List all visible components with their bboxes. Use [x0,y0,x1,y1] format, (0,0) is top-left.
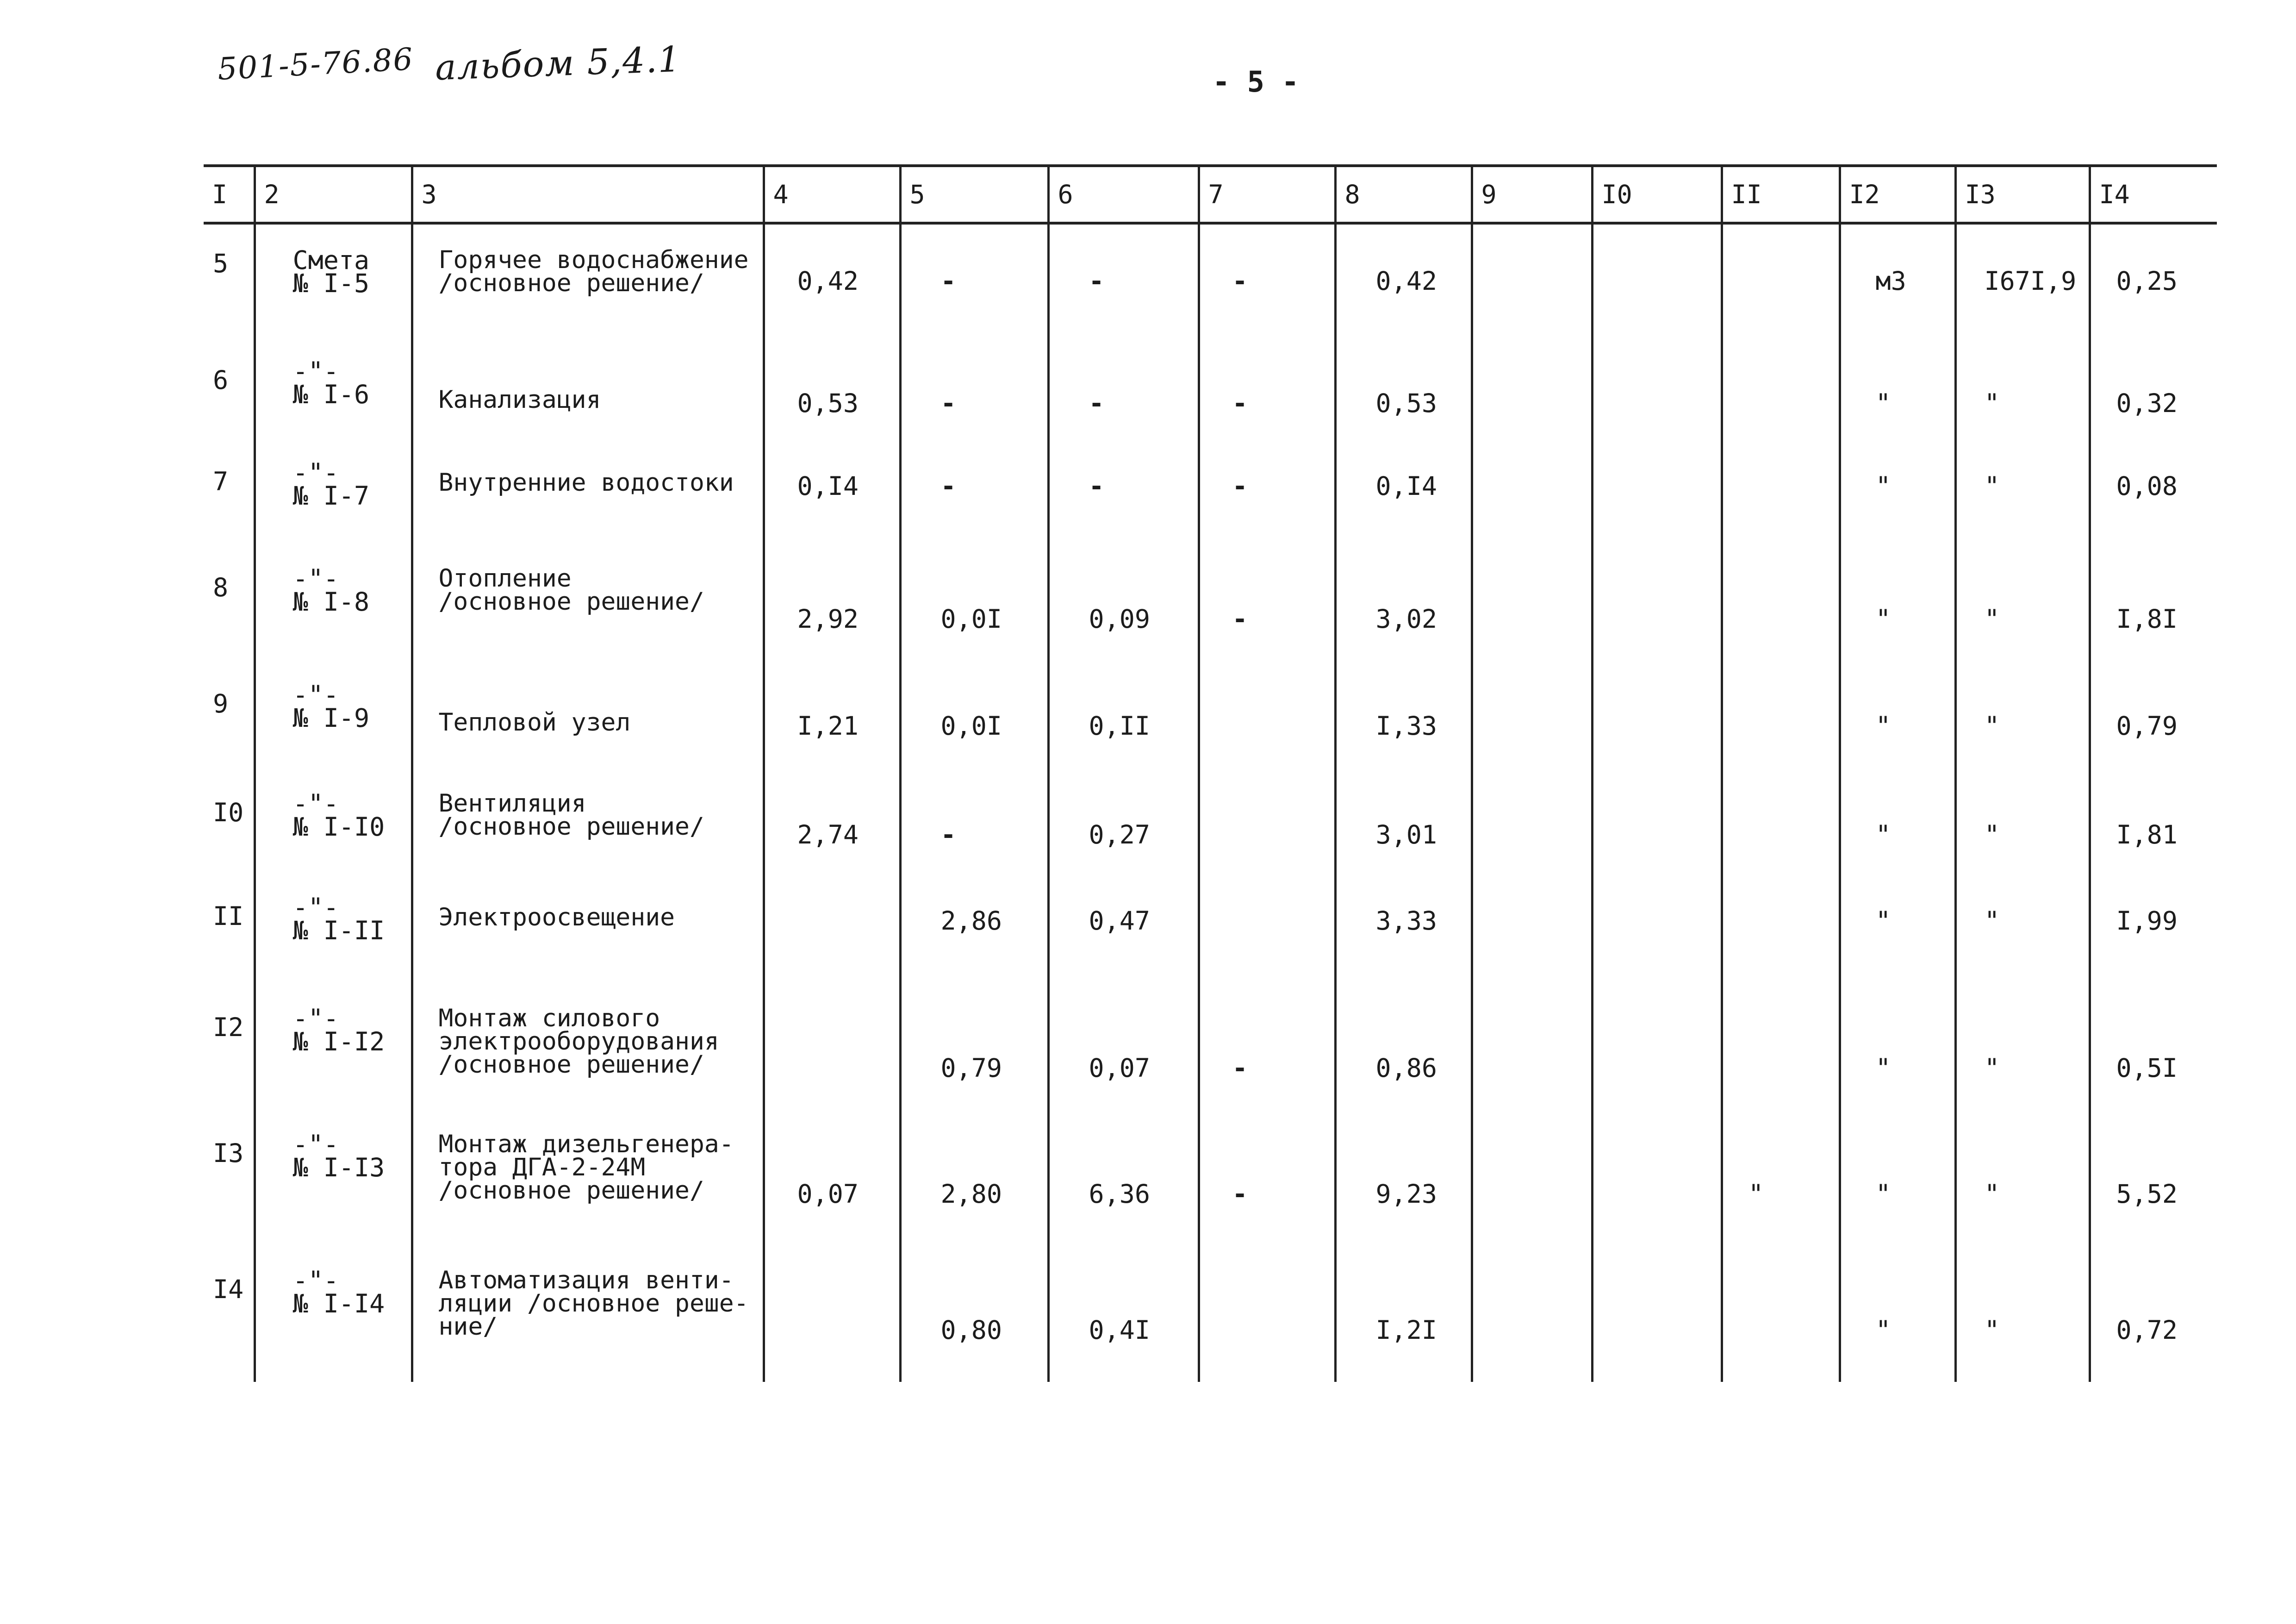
table-cell [764,994,900,1120]
estimate-reference: -"- № I-7 [292,457,370,511]
table-cell [1472,670,1592,779]
table-cell [2090,1120,2217,1256]
table-cell [1592,223,1722,347]
value-col-8: 3,02 [1375,604,1437,634]
value-col-5: - [940,266,956,296]
table-cell [900,670,1048,779]
table-cell [412,223,764,347]
row-number: 6 [213,365,229,395]
value-col-5: - [940,471,956,501]
value-col-14: I,8I [2116,604,2178,634]
table-cell [1592,1120,1722,1256]
table-cell [2090,223,2217,347]
value-col-7: - [1232,388,1248,418]
value-col-8: 0,86 [1375,1053,1437,1083]
table-cell [1722,994,1840,1120]
row-number: 5 [213,249,229,278]
value-col-5: - [940,388,956,418]
value-col-14: 0,5I [2116,1053,2178,1083]
table-cell [1199,779,1335,883]
value-col-7: - [1232,266,1248,296]
value-col-12: " [1875,1053,1891,1083]
table-cell [1592,670,1722,779]
table-cell [1955,448,2090,554]
table-cell [412,779,764,883]
value-col-5: 2,86 [940,906,1002,936]
table-cell [1840,347,1955,448]
value-col-6: - [1089,266,1104,296]
table-cell [1048,347,1199,448]
table-cell [1048,223,1199,347]
estimate-reference: -"- № I-II [292,892,385,945]
estimate-reference: -"- № I-9 [292,680,370,733]
table-cell [204,448,255,554]
row-number: I3 [213,1138,244,1168]
value-col-6: 0,4I [1089,1315,1150,1345]
album-reference: альбом 5,4.1 [434,38,682,88]
value-col-14: I,81 [2116,819,2178,849]
table-cell [1592,1256,1722,1382]
table-cell [1722,347,1840,448]
table-cell [1335,994,1472,1120]
table-cell [900,347,1048,448]
value-col-8: 3,01 [1375,819,1437,849]
value-col-6: 0,09 [1089,604,1150,634]
column-header: 3 [412,166,764,223]
document-code: 501-5-76.86 [217,41,415,87]
value-col-13: " [1984,819,2000,849]
table-cell [1335,554,1472,670]
row-number: I2 [213,1012,244,1043]
table-cell [1722,448,1840,554]
table-cell [1840,1256,1955,1382]
value-col-14: 5,52 [2116,1179,2178,1209]
value-col-5: 0,79 [940,1053,1002,1083]
table-cell [764,1256,900,1382]
table-cell [1840,883,1955,994]
table-cell [1472,1256,1592,1382]
value-col-6: 0,27 [1089,819,1150,849]
value-col-4: 0,I4 [797,471,859,501]
table-cell [1840,1120,1955,1256]
column-header: I4 [2090,166,2217,223]
table-cell [1722,779,1840,883]
table-cell [255,779,412,883]
value-col-13: " [1984,471,2000,501]
table-cell [1722,670,1840,779]
value-col-6: - [1089,388,1104,418]
table-cell [764,670,900,779]
value-col-6: 0,II [1089,711,1150,741]
value-col-5: 0,0I [940,604,1002,634]
table-row [204,670,2217,779]
value-col-4: 0,07 [797,1179,859,1209]
table-row [204,554,2217,670]
row-number: I4 [213,1274,244,1304]
table-cell [255,1120,412,1256]
value-col-4: 2,74 [797,819,859,849]
table-cell [1722,223,1840,347]
table-cell [900,1120,1048,1256]
value-col-13: I67I,9 [1984,266,2077,296]
table-cell [900,883,1048,994]
column-header: 8 [1335,166,1472,223]
value-col-13: " [1984,711,2000,741]
table-cell [255,347,412,448]
table-cell [1840,994,1955,1120]
table-cell [764,883,900,994]
table-row [204,779,2217,883]
table-cell [1472,448,1592,554]
table-cell [1955,994,2090,1120]
table-row [204,883,2217,994]
table-cell [1472,1120,1592,1256]
table-cell [1472,554,1592,670]
value-col-6: - [1089,471,1104,501]
work-name: Канализация [438,385,601,414]
table-cell [412,994,764,1120]
table-cell [1472,883,1592,994]
value-col-4: 0,42 [797,266,859,296]
row-number: 8 [213,573,229,603]
table-cell [1472,994,1592,1120]
table-cell [255,883,412,994]
work-name: Отопление /основное решение/ [438,564,704,616]
table-cell [1592,779,1722,883]
table-cell [204,554,255,670]
table-cell [412,347,764,448]
column-header: II [1722,166,1840,223]
value-col-12: м3 [1875,266,1906,296]
table-cell [1335,347,1472,448]
value-col-12: " [1875,711,1891,741]
table-cell [204,223,255,347]
table-cell [1955,779,2090,883]
value-col-13: " [1984,906,2000,936]
table-cell [204,883,255,994]
table-cell [2090,1256,2217,1382]
table-cell [1199,1120,1335,1256]
table-cell [255,448,412,554]
table-cell [2090,554,2217,670]
value-col-8: I,33 [1375,711,1437,741]
table-cell [1955,1120,2090,1256]
table-cell [1955,883,2090,994]
value-col-4: I,21 [797,711,859,741]
estimate-table [204,164,2217,1382]
table-cell [900,779,1048,883]
table-cell [1048,1256,1199,1382]
value-col-7: - [1232,1053,1248,1083]
column-header: I3 [1955,166,2090,223]
value-col-7: - [1232,604,1248,634]
table-cell [1840,554,1955,670]
value-col-14: 0,79 [2116,711,2178,741]
table-cell [204,347,255,448]
value-col-8: 0,42 [1375,266,1437,296]
table-cell [1199,347,1335,448]
value-col-11: " [1748,1179,1764,1209]
table-cell [764,223,900,347]
table-row [204,347,2217,448]
table-row [204,223,2217,347]
table-cell [412,448,764,554]
value-col-6: 0,07 [1089,1053,1150,1083]
table-cell [1199,670,1335,779]
value-col-8: 0,I4 [1375,471,1437,501]
table-cell [1955,554,2090,670]
table-cell [764,347,900,448]
estimate-reference: -"- № I-I3 [292,1130,385,1183]
estimate-reference: -"- № I-I4 [292,1265,385,1318]
work-name: Внутренние водостоки [438,468,734,497]
value-col-12: " [1875,471,1891,501]
table-cell [900,448,1048,554]
table-row [204,1120,2217,1256]
table-cell [204,779,255,883]
table-cell [1199,1256,1335,1382]
table-cell [1199,883,1335,994]
value-col-12: " [1875,906,1891,936]
table-cell [900,1256,1048,1382]
value-col-8: I,2I [1375,1315,1437,1345]
value-col-5: 0,80 [940,1315,1002,1345]
value-col-8: 9,23 [1375,1179,1437,1209]
value-col-12: " [1875,604,1891,634]
table-cell [255,994,412,1120]
table-cell [900,223,1048,347]
table-cell [1048,554,1199,670]
table-cell [1840,448,1955,554]
table-cell [1048,994,1199,1120]
table-cell [2090,347,2217,448]
estimate-reference: -"- № I-I0 [292,788,385,842]
table-cell [1840,223,1955,347]
work-name: Монтаж дизельгенера- тора ДГА-2-24М /основное решение/ [438,1130,734,1205]
value-col-13: " [1984,1179,2000,1209]
table-cell [1335,448,1472,554]
table-cell [764,554,900,670]
table-cell [900,554,1048,670]
value-col-5: - [940,819,956,849]
value-col-5: 0,0I [940,711,1002,741]
table-cell [1335,883,1472,994]
estimate-reference: -"- № I-8 [292,564,370,617]
page-number: - 5 - [1213,65,1299,99]
row-number: 9 [213,688,229,718]
column-header: 9 [1472,166,1592,223]
table-cell [764,779,900,883]
table-cell [204,1256,255,1382]
value-col-8: 0,53 [1375,388,1437,418]
value-col-13: " [1984,388,2000,418]
value-col-8: 3,33 [1375,906,1437,936]
value-col-14: 0,25 [2116,266,2178,296]
value-col-4: 2,92 [797,604,859,634]
estimate-reference: -"- № I-6 [292,356,370,409]
table-cell [1592,883,1722,994]
value-col-13: " [1984,604,2000,634]
table-cell [1472,779,1592,883]
table-cell [2090,994,2217,1120]
table-cell [1335,1120,1472,1256]
table-cell [1955,1256,2090,1382]
table-cell [1048,670,1199,779]
work-name: Монтаж силового электрооборудования /основное решение/ [438,1004,719,1079]
table-cell [1472,347,1592,448]
row-number: 7 [213,466,229,496]
table-cell [204,670,255,779]
value-col-12: " [1875,1179,1891,1209]
table-cell [1335,779,1472,883]
table-cell [1840,670,1955,779]
table-cell [1199,223,1335,347]
value-col-14: 0,32 [2116,388,2178,418]
table-cell [764,1120,900,1256]
table-cell [204,994,255,1120]
table-cell [2090,448,2217,554]
header-row [204,166,2217,223]
table-cell [1955,223,2090,347]
value-col-12: " [1875,388,1891,418]
work-name: Горячее водоснабжение /основное решение/ [438,246,749,297]
table-cell [1722,1256,1840,1382]
table-cell [1592,994,1722,1120]
value-col-13: " [1984,1315,2000,1345]
table-cell [1840,779,1955,883]
table-cell [1048,883,1199,994]
column-header: I0 [1592,166,1722,223]
column-header: 6 [1048,166,1199,223]
value-col-14: 0,08 [2116,471,2178,501]
value-col-6: 0,47 [1089,906,1150,936]
column-header: 5 [900,166,1048,223]
column-header: 7 [1199,166,1335,223]
table-cell [1955,347,2090,448]
table-cell [2090,779,2217,883]
table-cell [2090,883,2217,994]
table-row [204,994,2217,1120]
work-name: Тепловой узел [438,708,631,737]
table-cell [1335,670,1472,779]
work-name: Электроосвещение [438,903,675,931]
table-cell [1335,1256,1472,1382]
table-cell [412,883,764,994]
table-cell [1722,883,1840,994]
table-body [204,223,2217,1382]
table-row [204,1256,2217,1382]
value-col-12: " [1875,1315,1891,1345]
table-cell [255,554,412,670]
table-cell [1722,554,1840,670]
table-cell [412,670,764,779]
row-number: I0 [213,797,244,827]
table-cell [255,1256,412,1382]
estimate-reference: -"- № I-I2 [292,1004,385,1057]
table-cell [1048,448,1199,554]
table-cell [1592,448,1722,554]
value-col-5: 2,80 [940,1179,1002,1209]
work-name: Вентиляция /основное решение/ [438,789,704,841]
column-header: 4 [764,166,900,223]
table-row [204,448,2217,554]
value-col-4: 0,53 [797,388,859,418]
column-header: 2 [255,166,412,223]
table-cell [1472,223,1592,347]
value-col-13: " [1984,1053,2000,1083]
table-cell [255,223,412,347]
row-number: II [213,901,244,931]
table-cell [255,670,412,779]
value-col-6: 6,36 [1089,1179,1150,1209]
table-cell [1199,448,1335,554]
table-cell [412,554,764,670]
value-col-7: - [1232,1179,1248,1209]
table-cell [1048,1120,1199,1256]
estimate-reference: Смета № I-5 [292,245,370,298]
work-name: Автоматизация венти- ляции /основное реше- ние/ [438,1266,749,1341]
table-cell [1592,554,1722,670]
table-cell [1722,1120,1840,1256]
table-cell [764,448,900,554]
column-header: I [204,166,255,223]
value-col-14: I,99 [2116,906,2178,936]
table-cell [412,1256,764,1382]
table-cell [1048,779,1199,883]
table-cell [412,1120,764,1256]
table-cell [1955,670,2090,779]
column-header: I2 [1840,166,1955,223]
table-cell [2090,670,2217,779]
table-cell [1592,347,1722,448]
table-cell [204,1120,255,1256]
table-cell [900,994,1048,1120]
value-col-12: " [1875,819,1891,849]
value-col-7: - [1232,471,1248,501]
table-cell [1335,223,1472,347]
table-cell [1199,554,1335,670]
value-col-14: 0,72 [2116,1315,2178,1345]
table-cell [1199,994,1335,1120]
